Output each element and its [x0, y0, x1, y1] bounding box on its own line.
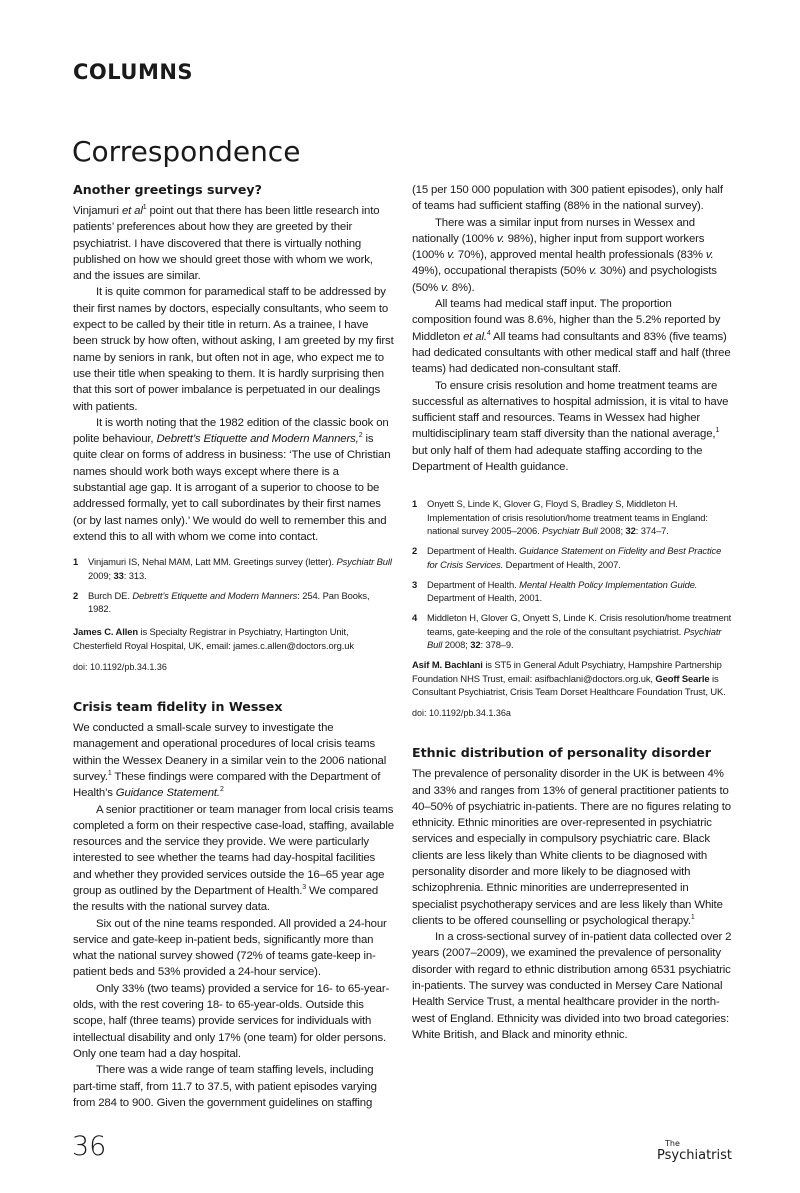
article-body — [412, 766, 733, 1043]
text-run: Department of Health. — [427, 545, 520, 557]
text-run: To ensure crisis resolution and home treatment teams are successful as alternatives to hospital admission, it is vital to have sufficient staff and resources. Teams in Wessex had higher multidisciplinary team staff diversity than the national average, — [412, 379, 729, 441]
text-run: Department of Health, 2007. — [503, 558, 621, 570]
citation-superscript: 3 — [302, 883, 307, 891]
text-run: Onyett S, Linde K, Glover G, Floyd S, Bradley S, Middleton H. Implementation of crisis resolution/home treatment teams in England: national survey 2005–2006. — [427, 498, 708, 536]
text-run: Vinjamuri IS, Nehal MAM, Latt MM. Greetings survey (letter). — [88, 556, 337, 568]
text-run: is Specialty Registrar in Psychiatry, Hartington Unit, Chesterfield Royal Hospital, UK, email: james.c.allen@doctors.org.uk — [73, 626, 354, 651]
reference-item — [412, 497, 733, 537]
page-title: Correspondence — [72, 135, 301, 168]
text-run: is Consultant Psychiatrist, Crisis Team Dorset Healthcare Foundation Trust, UK. — [412, 672, 726, 697]
text-run: Burch DE. — [88, 589, 133, 601]
doi: doi: 10.1192/pb.34.1.36a — [412, 708, 511, 719]
text-run: There was a similar input from nurses in Wessex and nationally (100% — [412, 216, 695, 245]
article-crisis-team-fidelity-continued — [412, 182, 733, 719]
text-run: It is quite common for paramedical staff to be addressed by their first names by doctors, especially consultants, who seem to expect to be called by their title in return. As a trainee, I have been struck by how often, without asking, I am greeted by my first name by seniors in rank, but often not in age, who expect me to use their title when speaking to them. It is hardly surprising then that this sort of power imbalance is perpetuated in our dealings with patients. — [73, 286, 394, 413]
text-run: It is worth noting that the 1982 edition of the classic book on polite behaviour, — [73, 416, 389, 446]
article-heading: Ethnic distribution of personality disorder — [412, 745, 712, 761]
citation-superscript: 1 — [690, 913, 695, 921]
text-run: 98%), higher input from support workers (100% — [412, 232, 705, 262]
text-run: is quite clear on forms of address in business: ‘The use of Christian names should work both ways except where there is a substantial age gap. It is arrogant of a superior to choose to be addressed formally, yet to call subordinates by their first names (or by last names only).’ We would do well to remember this and extend this to all with whom we come into contact. — [73, 433, 391, 543]
text-run: 2008; — [442, 639, 471, 651]
text-run: Geoff Searle — [655, 672, 710, 684]
text-run: Debrett’s Etiquette and Modern Manners, — [156, 433, 359, 446]
paragraph — [412, 929, 733, 1043]
citation-superscript: 1 — [142, 204, 147, 211]
reference-item — [73, 589, 394, 616]
article-ethnic-distribution — [412, 745, 733, 1043]
reference-text — [427, 544, 733, 571]
text-run: There was a wide range of team staffing levels, including part-time staff, from 11.7 to 37.5, with patient episodes varying from 284 to 900. Given the government guidelines on staffing — [73, 1064, 377, 1109]
text-run: The prevalence of personality disorder in the UK is between 4% and 33% and ranges from 13% of general practitioner patients to 40–50% of psychiatric in-patients. There are no figures relating to ethnicity. Ethnic minorities are over-represented in psychiatric services and especially in compulsory psychiatric care. Black clients are less likely than White clients to be diagnosed with personality disorder and more likely to be diagnosed with schizophrenia. Ethnic minorities are underrepresented in specialist psychotherapy services and are less likely than White clients to be offered counselling or psychological therapy. — [412, 768, 731, 927]
reference-item — [412, 578, 733, 605]
reference-text — [427, 497, 733, 537]
text-run: 32 — [470, 639, 481, 651]
paragraph — [73, 284, 394, 414]
text-run: v. — [705, 249, 714, 262]
paragraph — [73, 802, 394, 916]
text-run: James C. Allen — [73, 626, 138, 638]
text-run: : 374–7. — [635, 524, 669, 536]
text-run: Psychiatr Bull — [542, 524, 598, 536]
journal-logo-name: Psychiatrist — [657, 1148, 732, 1164]
text-run: Department of Health, 2001. — [427, 592, 543, 604]
text-run: A senior practitioner or team manager from local crisis teams completed a form on their respective case-load, staffing, available resources and the service they provide. We were particularly interested to see whether the teams had day-hospital facilities and whether they provided services outside the 16–65 year age group as outlined by the Department of Health. — [73, 803, 394, 897]
citation-superscript: 1 — [715, 427, 720, 435]
paragraph — [412, 182, 733, 215]
reference-text — [88, 589, 394, 616]
text-run: Mental Health Policy Implementation Guide. — [519, 578, 698, 590]
text-run: Guidance Statement on Fidelity and Best Practice for Crisis Services. — [427, 545, 722, 570]
text-run: et al. — [463, 330, 487, 343]
text-run: 32 — [625, 524, 636, 536]
text-run: v. — [496, 232, 505, 245]
text-run: We compared the results with the national survey data. — [73, 884, 379, 914]
reference-number: 3 — [412, 578, 418, 590]
citation-superscript: 1 — [107, 769, 112, 777]
text-run: 30%) and psychologists (50% — [412, 265, 717, 294]
paragraph — [73, 916, 394, 981]
text-run: Six out of the nine teams responded. All provided a 24-hour service and gate-keep in-patient beds, significantly more than what the national survey showed (72% of teams gate-keep in-patient beds and 53% provided a 24-hour service). — [73, 917, 387, 979]
text-run: All teams had medical staff input. The proportion composition found was 8.6%, higher than the 5.2% reported by Middleton — [412, 298, 721, 343]
reference-item — [412, 611, 733, 651]
reference-number: 1 — [412, 498, 418, 510]
paragraph — [73, 415, 394, 545]
article-body — [412, 182, 733, 475]
page-footer — [73, 1111, 730, 1193]
reference-item — [73, 555, 394, 582]
text-run: (15 per 150 000 population with 300 patient episodes), only half of teams had sufficient staffing (88% in the national survey). — [412, 184, 723, 213]
doi: doi: 10.1192/pb.34.1.36 — [73, 662, 167, 673]
text-run: 70%), approved mental health professionals (83% — [454, 249, 706, 262]
page-number: 36 — [72, 1131, 107, 1163]
section-label: COLUMNS — [73, 60, 194, 84]
text-run: : 254. Pan Books, 1982. — [88, 589, 370, 615]
text-run: Psychiatr Bull — [336, 556, 392, 568]
journal-logo-the: The — [665, 1139, 680, 1149]
reference-list — [73, 555, 394, 615]
journal-logo — [657, 1139, 732, 1163]
text-run: Department of Health. — [427, 578, 520, 590]
citation-superscript: 4 — [486, 329, 491, 337]
reference-number: 2 — [73, 589, 79, 601]
article-greetings-survey — [73, 182, 394, 673]
text-run: 49%), occupational therapists (50% — [412, 265, 590, 278]
article-body — [73, 203, 394, 545]
text-run: In a cross-sectional survey of in-patient data collected over 2 years (2007–2009), we examined the prevalence of personality disorder with regard to ethnic distribution among 6531 psychiatric in-patients. The survey was conducted in Mersey Care National Health Service Trust, a mental healthcare provider in the north-west of England. Ethnicity was divided into two broad categories: White British, and Black and minority ethnic. — [412, 931, 732, 1041]
left-column — [73, 182, 394, 1111]
text-run: 8%). — [448, 281, 475, 294]
paragraph — [73, 1062, 394, 1111]
reference-text — [88, 555, 394, 582]
reference-item — [412, 544, 733, 571]
article-body — [73, 720, 394, 1111]
columns — [73, 182, 730, 1111]
reference-list — [412, 497, 733, 651]
paragraph — [412, 215, 733, 296]
text-run: v. — [589, 265, 597, 278]
text-run: We conducted a small-scale survey to investigate the management and operational procedures of local crisis teams within the Wessex Deanery in a similar vein to the 2006 national survey. — [73, 722, 387, 783]
text-run: Debrett’s Etiquette and Modern Manners — [132, 589, 298, 601]
paragraph — [412, 766, 733, 929]
text-run: Middleton H, Glover G, Onyett S, Linde K. Crisis resolution/home treatment teams, gate-keeping and the role of the consultant psychiatrist. — [427, 612, 732, 637]
paragraph — [73, 981, 394, 1062]
text-run: Only 33% (two teams) provided a service for 16- to 65-year-olds, with the rest covering 18- to 65-year-olds. Outside this scope, half (three teams) provide services for individuals with intellectual disability and only 17% (one team) for older persons. Only one team had a day hospital. — [73, 982, 390, 1060]
paragraph — [73, 720, 394, 801]
article-heading: Another greetings survey? — [73, 182, 262, 197]
text-run: These findings were compared with the Department of Health’s — [73, 770, 381, 800]
text-run: Vinjamuri — [73, 205, 122, 217]
text-run: 2008; — [597, 524, 626, 536]
text-run: is ST5 in General Adult Psychiatry, Hampshire Partnership Foundation NHS Trust, email: asifbachlani@doctors.org.uk, — [412, 659, 722, 684]
author-note — [412, 658, 733, 698]
reference-number: 1 — [73, 556, 79, 568]
citation-superscript: 2 — [219, 786, 224, 794]
text-run: v. — [447, 249, 455, 262]
text-run: et al — [121, 205, 143, 217]
paragraph — [412, 296, 733, 377]
text-run: point out that there has been little research into patients’ preferences about how they are greeted by their psychiatrist. I have discovered that there is virtually nothing published on how we should greet those with whom we work, and the issues are similar. — [73, 205, 380, 283]
text-run: Psychiatr Bull — [427, 625, 722, 651]
text-run: 2009; — [88, 569, 114, 581]
text-run: 33 — [113, 569, 124, 581]
reference-number: 2 — [412, 545, 418, 557]
text-run: All teams had consultants and 83% (five teams) had dedicated consultants with other medical staff and half (three teams) had dedicated non-consultant staff. — [412, 330, 731, 376]
text-run: but only half of them had adequate staffing according to the Department of Health guidance. — [412, 444, 703, 474]
paragraph — [73, 203, 394, 284]
reference-number: 4 — [412, 612, 418, 624]
article-heading: Crisis team fidelity in Wessex — [73, 699, 283, 715]
paragraph — [412, 378, 733, 476]
text-run: v. — [441, 281, 449, 294]
text-run: : 378–9. — [480, 639, 514, 651]
text-run: Asif M. Bachlani — [412, 659, 483, 671]
author-note — [73, 625, 394, 652]
right-column — [412, 182, 733, 1111]
citation-superscript: 2 — [358, 432, 363, 440]
reference-text — [427, 611, 733, 651]
article-crisis-team-fidelity — [73, 699, 394, 1111]
text-run: Guidance Statement. — [115, 787, 220, 800]
text-run: : 313. — [123, 569, 147, 581]
reference-text — [427, 578, 733, 605]
